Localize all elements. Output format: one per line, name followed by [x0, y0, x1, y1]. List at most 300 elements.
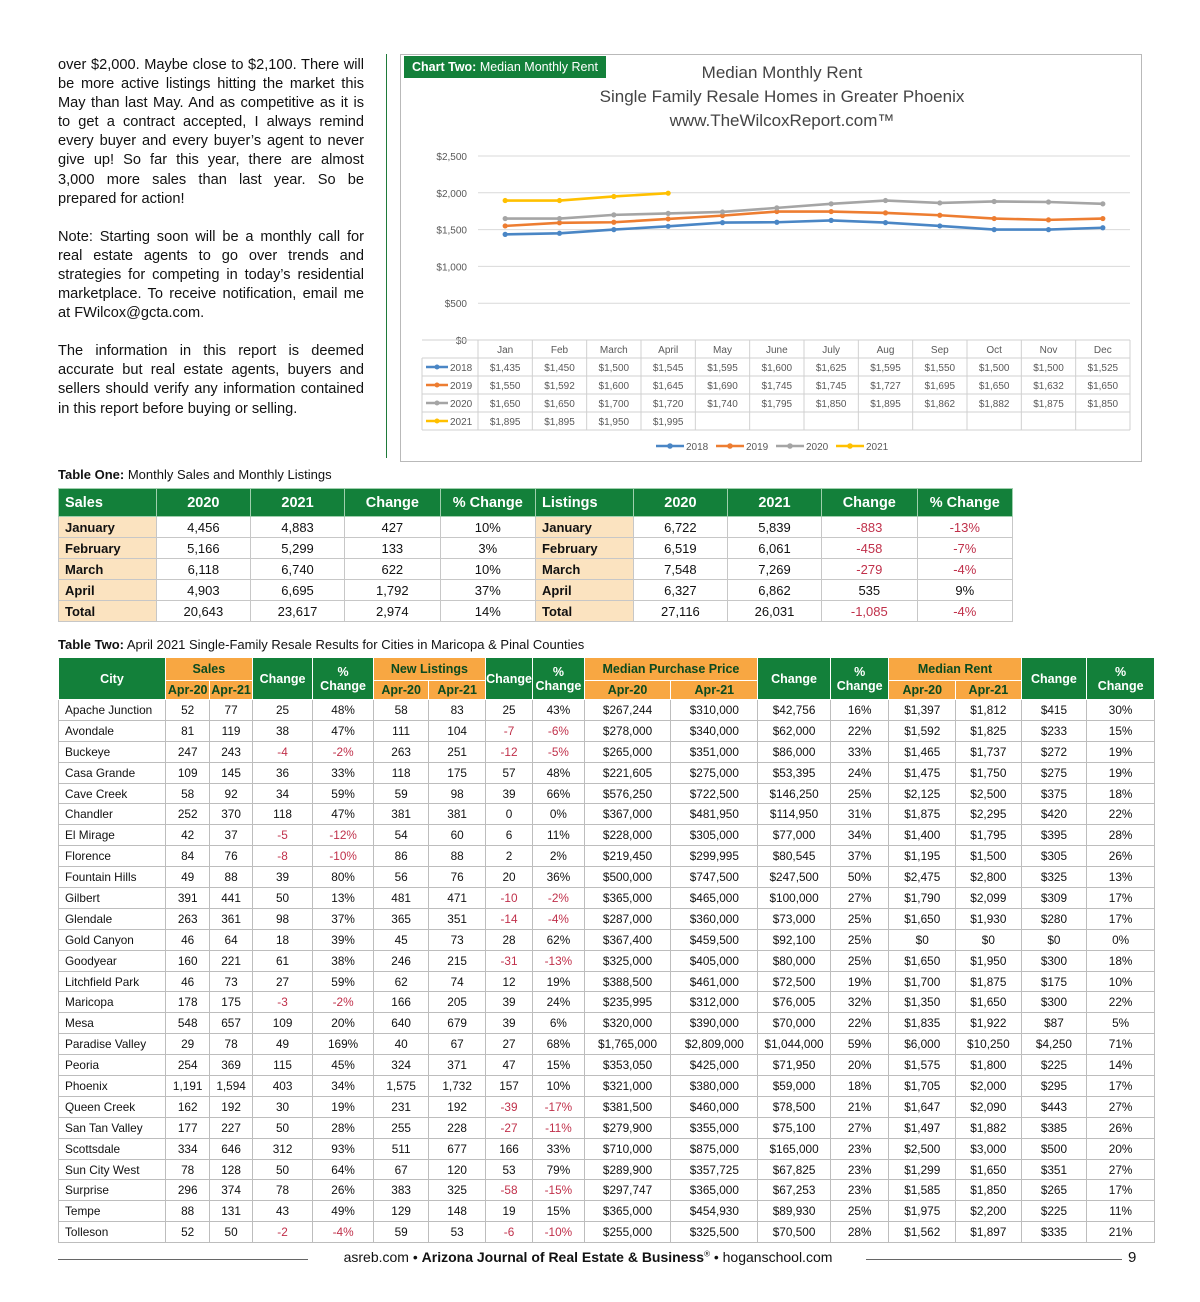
data-label-2018: $1,550 — [924, 363, 956, 374]
table2-cell: $415 — [1021, 700, 1087, 721]
table2-cell: $1,044,000 — [758, 1034, 831, 1055]
table2-row — [59, 783, 1155, 804]
table2-cell: 47% — [313, 720, 374, 741]
table2-cell: 33% — [313, 762, 374, 783]
table2-cell: 81 — [165, 720, 209, 741]
x-tick-label: July — [822, 345, 841, 356]
table2-cell: $388,500 — [584, 971, 671, 992]
table1-cell: 6,327 — [633, 580, 727, 601]
table2-cell: 640 — [373, 1013, 429, 1034]
table2-cell: 58 — [165, 783, 209, 804]
table2-cell: 109 — [252, 1013, 313, 1034]
table2-cell: 76 — [210, 846, 252, 867]
table2-cell: 73 — [429, 929, 486, 950]
table1-cell: 6,519 — [633, 538, 727, 559]
table2-cell: $365,000 — [671, 1180, 758, 1201]
table2-cell: $425,000 — [671, 1055, 758, 1076]
table-legend-marker — [435, 383, 440, 388]
column-divider — [386, 54, 387, 458]
table2-cell: 471 — [429, 888, 486, 909]
table1-cell: 23,617 — [250, 601, 344, 622]
table2-row — [59, 1180, 1155, 1201]
table2-cell: 34% — [830, 825, 889, 846]
table2-cell: 111 — [373, 720, 429, 741]
table1-cell: 6,722 — [633, 517, 727, 538]
table1-row — [59, 517, 1013, 538]
data-label-2020: $1,875 — [1033, 399, 1064, 410]
table2-cell: $59,000 — [758, 1076, 831, 1097]
table2-cell: $165,000 — [758, 1138, 831, 1159]
table2-cell: -13% — [533, 950, 584, 971]
table2-cell: 22% — [830, 1013, 889, 1034]
table2-cell: 29 — [165, 1034, 209, 1055]
data-point-2019 — [1046, 217, 1051, 222]
table1-cell: 6,118 — [156, 559, 250, 580]
table2-cell: 0% — [533, 804, 584, 825]
table2-cell: 325 — [429, 1180, 486, 1201]
table2-cell: 296 — [165, 1180, 209, 1201]
table2-cell: 17% — [1087, 1076, 1155, 1097]
table2-cell: 49 — [252, 1034, 313, 1055]
table2-cell: 243 — [210, 741, 252, 762]
table2-cell: $385 — [1021, 1117, 1087, 1138]
data-label-2019: $1,745 — [761, 381, 793, 392]
intro-text — [58, 56, 364, 438]
table2-cell: 48% — [533, 762, 584, 783]
table2-cell: 33% — [533, 1138, 584, 1159]
table2-cell: $1,835 — [889, 1013, 956, 1034]
table2-cell: -14 — [485, 908, 532, 929]
table2-cell: $267,244 — [584, 700, 671, 721]
table2-cell: 18% — [1087, 783, 1155, 804]
table2-cell: $395 — [1021, 825, 1087, 846]
footer-text — [310, 1249, 866, 1265]
table2-cell: 78 — [165, 1159, 209, 1180]
table2-cell: $1,950 — [956, 950, 1022, 971]
table2-cell: 52 — [165, 1222, 209, 1243]
table1-cell: 6,740 — [250, 559, 344, 580]
table2-cell: $1,650 — [956, 1159, 1022, 1180]
table2-cell: $42,756 — [758, 700, 831, 721]
table2-cell: 15% — [533, 1201, 584, 1222]
city-name: Apache Junction — [59, 700, 166, 721]
table2-cell: $295 — [1021, 1076, 1087, 1097]
table2-cell: $1,875 — [956, 971, 1022, 992]
table2-cell: $325,500 — [671, 1222, 758, 1243]
table2-cell: 192 — [210, 1096, 252, 1117]
table1-header-cell: % Change — [440, 489, 535, 517]
table2-cell: $87 — [1021, 1013, 1087, 1034]
x-tick-label: Nov — [1039, 345, 1058, 356]
table2-cell: 21% — [830, 1096, 889, 1117]
legend-marker-2018 — [667, 443, 673, 449]
table1-cell: 9% — [917, 580, 1012, 601]
month-label: March — [59, 559, 157, 580]
data-point-2021 — [503, 198, 508, 203]
table2-cell: 26% — [313, 1180, 374, 1201]
table2-cell: $1,195 — [889, 846, 956, 867]
data-label-2020: $1,882 — [978, 399, 1010, 410]
table2-cell: 115 — [252, 1055, 313, 1076]
table2-cell: 312 — [252, 1138, 313, 1159]
table2-cell: $86,000 — [758, 741, 831, 762]
table2-cell: $1,497 — [889, 1117, 956, 1138]
table2-cell: $100,000 — [758, 888, 831, 909]
x-tick-label: Aug — [876, 345, 895, 356]
table2-cell: 263 — [373, 741, 429, 762]
table2-cell: $460,000 — [671, 1096, 758, 1117]
table2-cell: $10,250 — [956, 1034, 1022, 1055]
legend-marker-2021 — [847, 443, 853, 449]
data-point-2020 — [883, 198, 888, 203]
data-point-2018 — [774, 220, 779, 225]
table2-cell: $357,725 — [671, 1159, 758, 1180]
table2-cell: $78,500 — [758, 1096, 831, 1117]
table1-cell: 5,839 — [727, 517, 821, 538]
table2-cell: $2,475 — [889, 867, 956, 888]
table2-cell: 677 — [429, 1138, 486, 1159]
month-label: Total — [535, 601, 633, 622]
city-name: Peoria — [59, 1055, 166, 1076]
table2-cell: $1,897 — [956, 1222, 1022, 1243]
table2-cell: 50% — [830, 867, 889, 888]
data-point-2019 — [1100, 216, 1105, 221]
table2-cell: -4% — [313, 1222, 374, 1243]
table2-cell: 351 — [429, 908, 486, 929]
table2-cell: $312,000 — [671, 992, 758, 1013]
table2-group-header: Change — [485, 658, 532, 700]
table2-cell: $62,000 — [758, 720, 831, 741]
table2-cell: 15% — [533, 1055, 584, 1076]
data-point-2019 — [883, 210, 888, 215]
table2-cell: 50 — [252, 1117, 313, 1138]
data-label-2019: $1,745 — [815, 381, 847, 392]
table1-header-cell: Change — [345, 489, 440, 517]
table2-cell: $461,000 — [671, 971, 758, 992]
intro-paragraph-2: Note: Starting soon will be a monthly call for real estate agents to go over trends and strategies for competing in today’s residential marketplace. To receive notification, email me at FWilcox@gcta.com. — [58, 228, 364, 322]
table2-cell: $1,400 — [889, 825, 956, 846]
data-label-2018: $1,595 — [870, 363, 901, 374]
table1-header-cell: 2020 — [156, 489, 250, 517]
table2-cell: 27 — [485, 1034, 532, 1055]
data-point-2018 — [1046, 227, 1051, 232]
table2-group-header: Median Purchase Price — [584, 658, 758, 681]
table2-cell: $1,765,000 — [584, 1034, 671, 1055]
table1-cell: -458 — [822, 538, 917, 559]
table2-cell: 251 — [429, 741, 486, 762]
data-label-2019: $1,592 — [544, 381, 575, 392]
table2-cell: $351,000 — [671, 741, 758, 762]
table2-cell: 67 — [429, 1034, 486, 1055]
x-tick-label: Feb — [550, 345, 569, 356]
table2-group-header: New Listings — [373, 658, 485, 681]
table2-cell: -2% — [313, 992, 374, 1013]
table2-cell: $380,000 — [671, 1076, 758, 1097]
table2-cell: $2,809,000 — [671, 1034, 758, 1055]
footer-right: • hoganschool.com — [709, 1249, 833, 1265]
table2-cell: 178 — [165, 992, 209, 1013]
table2-cell: 37% — [313, 908, 374, 929]
table2-cell: 59% — [313, 971, 374, 992]
table2-cell: $0 — [956, 929, 1022, 950]
table2-sub-header: Apr-21 — [956, 681, 1022, 700]
table2-group-header: % Change — [533, 658, 584, 700]
table2-cell: 59% — [313, 783, 374, 804]
table2-row — [59, 825, 1155, 846]
table1-cell: 7,269 — [727, 559, 821, 580]
table2-cell: 64% — [313, 1159, 374, 1180]
table2-cell: $2,000 — [956, 1076, 1022, 1097]
table2-cell: 28% — [1087, 825, 1155, 846]
table-series-name: 2018 — [450, 363, 473, 374]
city-name: Scottsdale — [59, 1138, 166, 1159]
data-label-2020: $1,720 — [652, 399, 684, 410]
table2-cell: 39 — [485, 1013, 532, 1034]
table1-header-cell: 2021 — [250, 489, 344, 517]
table2-row — [59, 1034, 1155, 1055]
table2-group-header-row — [59, 658, 1155, 681]
table2-cell: -12 — [485, 741, 532, 762]
table2-cell: 324 — [373, 1055, 429, 1076]
table2-sub-header-row — [59, 681, 1155, 700]
table2-cell: 19% — [1087, 741, 1155, 762]
table2-cell: $1,647 — [889, 1096, 956, 1117]
x-tick-label: Oct — [986, 345, 1002, 356]
table2-cell: $1,350 — [889, 992, 956, 1013]
data-point-2018 — [557, 231, 562, 236]
table2-cell: -10% — [313, 846, 374, 867]
table2-row — [59, 1138, 1155, 1159]
table2-cell: $1,650 — [889, 950, 956, 971]
table2-cell: 43% — [533, 700, 584, 721]
table2-cell: 42 — [165, 825, 209, 846]
table2-cell: 205 — [429, 992, 486, 1013]
table2-cell: 12 — [485, 971, 532, 992]
intro-paragraph-1: over $2,000. Maybe close to $2,100. There will be more active listings hitting the market this May than last May. And as competitive as it is to get a contract accepted, I always remind every buyer and every buyer’s agent to never give up! So far this year, there are almost 3,000 more sales than last year. So be prepared for action! — [58, 57, 364, 207]
table2-cell: 19 — [485, 1201, 532, 1222]
table2-cell: 403 — [252, 1076, 313, 1097]
table2-cell: 1,594 — [210, 1076, 252, 1097]
table2-cell: 10% — [1087, 971, 1155, 992]
table2-cell: -2% — [533, 888, 584, 909]
footer-rule-right — [866, 1259, 1122, 1260]
table2-cell: $89,930 — [758, 1201, 831, 1222]
table2-cell: 441 — [210, 888, 252, 909]
table2-cell: 19% — [1087, 762, 1155, 783]
table2-cell: 10% — [533, 1076, 584, 1097]
table2-cell: $0 — [889, 929, 956, 950]
table2-cell: $300 — [1021, 950, 1087, 971]
table2-cell: $2,090 — [956, 1096, 1022, 1117]
table2-cell: -17% — [533, 1096, 584, 1117]
table2-cell: 34% — [313, 1076, 374, 1097]
month-label: February — [59, 538, 157, 559]
table2-cell: $92,100 — [758, 929, 831, 950]
table2-cell: 175 — [210, 992, 252, 1013]
table2-cell: $221,605 — [584, 762, 671, 783]
table2-row — [59, 867, 1155, 888]
table2-cell: 334 — [165, 1138, 209, 1159]
table2-cell: 33% — [830, 741, 889, 762]
table2-cell: -6% — [533, 720, 584, 741]
table2-cell: -12% — [313, 825, 374, 846]
table2-group-header: % Change — [830, 658, 889, 700]
table2-cell: -6 — [485, 1222, 532, 1243]
table2-row — [59, 1055, 1155, 1076]
table2-cell: 80% — [313, 867, 374, 888]
table2-cell: 391 — [165, 888, 209, 909]
table2-group-header: Change — [252, 658, 313, 700]
data-label-2019: $1,645 — [652, 381, 684, 392]
y-tick-label: $500 — [444, 299, 467, 311]
table2-cell: 157 — [485, 1076, 532, 1097]
data-point-2019 — [611, 220, 616, 225]
table2-cell: $300 — [1021, 992, 1087, 1013]
table2-cell: $365,000 — [584, 888, 671, 909]
table2-cell: $367,400 — [584, 929, 671, 950]
data-point-2020 — [992, 199, 997, 204]
data-label-2020: $1,650 — [544, 399, 575, 410]
table2-cell: 246 — [373, 950, 429, 971]
legend-label-2021: 2021 — [866, 442, 889, 453]
table2-cell: $1,299 — [889, 1159, 956, 1180]
page-footer — [0, 1248, 1200, 1268]
table2-cell: 20 — [485, 867, 532, 888]
table2-cell: $1,975 — [889, 1201, 956, 1222]
table2-cell: 2 — [485, 846, 532, 867]
table2-cell: 98 — [252, 908, 313, 929]
table2-cell: 28 — [485, 929, 532, 950]
table2-sub-header: Apr-20 — [584, 681, 671, 700]
table2-row — [59, 762, 1155, 783]
city-name: Phoenix — [59, 1076, 166, 1097]
data-label-2020: $1,895 — [870, 399, 901, 410]
table2-cell: 77 — [210, 700, 252, 721]
data-label-2018: $1,500 — [978, 363, 1010, 374]
table2-cell: 247 — [165, 741, 209, 762]
table1-cell: -4% — [917, 559, 1012, 580]
table2-cell: 59% — [830, 1034, 889, 1055]
table2-cell: 48% — [313, 700, 374, 721]
table2-cell: 1,191 — [165, 1076, 209, 1097]
legend-marker-2020 — [787, 443, 793, 449]
table1-cell: 10% — [440, 559, 535, 580]
table2-cell: 18% — [1087, 950, 1155, 971]
table2-cell: 145 — [210, 762, 252, 783]
city-name: Glendale — [59, 908, 166, 929]
table2-cell: $1,562 — [889, 1222, 956, 1243]
data-label-2020: $1,795 — [761, 399, 793, 410]
y-tick-label: $0 — [455, 336, 467, 347]
data-label-2018: $1,625 — [815, 363, 847, 374]
page-number: 9 — [1128, 1249, 1137, 1266]
table1-cell: 2,974 — [345, 601, 440, 622]
table2-cell: -4% — [533, 908, 584, 929]
table2-cell: 39 — [485, 783, 532, 804]
table2-group-header: City — [59, 658, 166, 700]
table2-cell: 98 — [429, 783, 486, 804]
table2-cell: 27% — [830, 1117, 889, 1138]
table2-cell: $365,000 — [584, 1201, 671, 1222]
x-tick-label: March — [599, 345, 628, 356]
table2-cell: 11% — [533, 825, 584, 846]
table2-cell: -27 — [485, 1117, 532, 1138]
city-name: San Tan Valley — [59, 1117, 166, 1138]
data-label-2019: $1,727 — [870, 381, 901, 392]
legend-label-2019: 2019 — [746, 442, 769, 453]
table2-cell: $367,000 — [584, 804, 671, 825]
table2-cell: 74 — [429, 971, 486, 992]
table2-cell: $1,475 — [889, 762, 956, 783]
table2-row — [59, 846, 1155, 867]
table2-cell: -11% — [533, 1117, 584, 1138]
table2-cell: $235,995 — [584, 992, 671, 1013]
table1-caption-text: Monthly Sales and Monthly Listings — [124, 467, 332, 482]
table2-cell: 23% — [830, 1180, 889, 1201]
table2-cell: 57 — [485, 762, 532, 783]
table2-cell: $75,100 — [758, 1117, 831, 1138]
table1-cell: -279 — [822, 559, 917, 580]
table2-cell: 25% — [830, 908, 889, 929]
data-label-2018: $1,500 — [598, 363, 630, 374]
table-series-name: 2021 — [450, 417, 473, 428]
table2-cell: $280 — [1021, 908, 1087, 929]
table2-cell: 92 — [210, 783, 252, 804]
table2-cell: $265,000 — [584, 741, 671, 762]
table2-cell: 175 — [429, 762, 486, 783]
table2-cell: $576,250 — [584, 783, 671, 804]
table2-cell: 71% — [1087, 1034, 1155, 1055]
legend-marker-2019 — [727, 443, 733, 449]
table2-cell: 215 — [429, 950, 486, 971]
table2-cell: 160 — [165, 950, 209, 971]
table2-row — [59, 971, 1155, 992]
city-name: El Mirage — [59, 825, 166, 846]
table2-cell: 162 — [165, 1096, 209, 1117]
series-line-2020 — [505, 201, 1103, 219]
table1-header-cell: Sales — [59, 489, 157, 517]
table-series-name: 2020 — [450, 399, 473, 410]
table2-cell: 0 — [485, 804, 532, 825]
table2-cell: $6,000 — [889, 1034, 956, 1055]
table2-cell: $1,930 — [956, 908, 1022, 929]
series-line-2021 — [505, 193, 668, 200]
table2-cell: 255 — [373, 1117, 429, 1138]
table2-cell: 25% — [830, 929, 889, 950]
table2-cell: 374 — [210, 1180, 252, 1201]
city-name: Fountain Hills — [59, 867, 166, 888]
table2-cell: 169% — [313, 1034, 374, 1055]
table2-cell: 28% — [313, 1117, 374, 1138]
table2-cell: $289,900 — [584, 1159, 671, 1180]
table2-cell: $747,500 — [671, 867, 758, 888]
table2-group-header: Change — [1021, 658, 1087, 700]
table2-row — [59, 1013, 1155, 1034]
table1-cell: 7,548 — [633, 559, 727, 580]
table1-cell: -4% — [917, 601, 1012, 622]
month-label: January — [535, 517, 633, 538]
table2-cell: 50 — [252, 1159, 313, 1180]
table2-cell: 166 — [373, 992, 429, 1013]
table2-cell: 221 — [210, 950, 252, 971]
table2-cell: 54 — [373, 825, 429, 846]
table2-cell: $420 — [1021, 804, 1087, 825]
data-label-2020: $1,850 — [815, 399, 847, 410]
city-name: Gold Canyon — [59, 929, 166, 950]
data-label-2018: $1,450 — [544, 363, 575, 374]
table2-cell: 32% — [830, 992, 889, 1013]
month-label: April — [59, 580, 157, 601]
